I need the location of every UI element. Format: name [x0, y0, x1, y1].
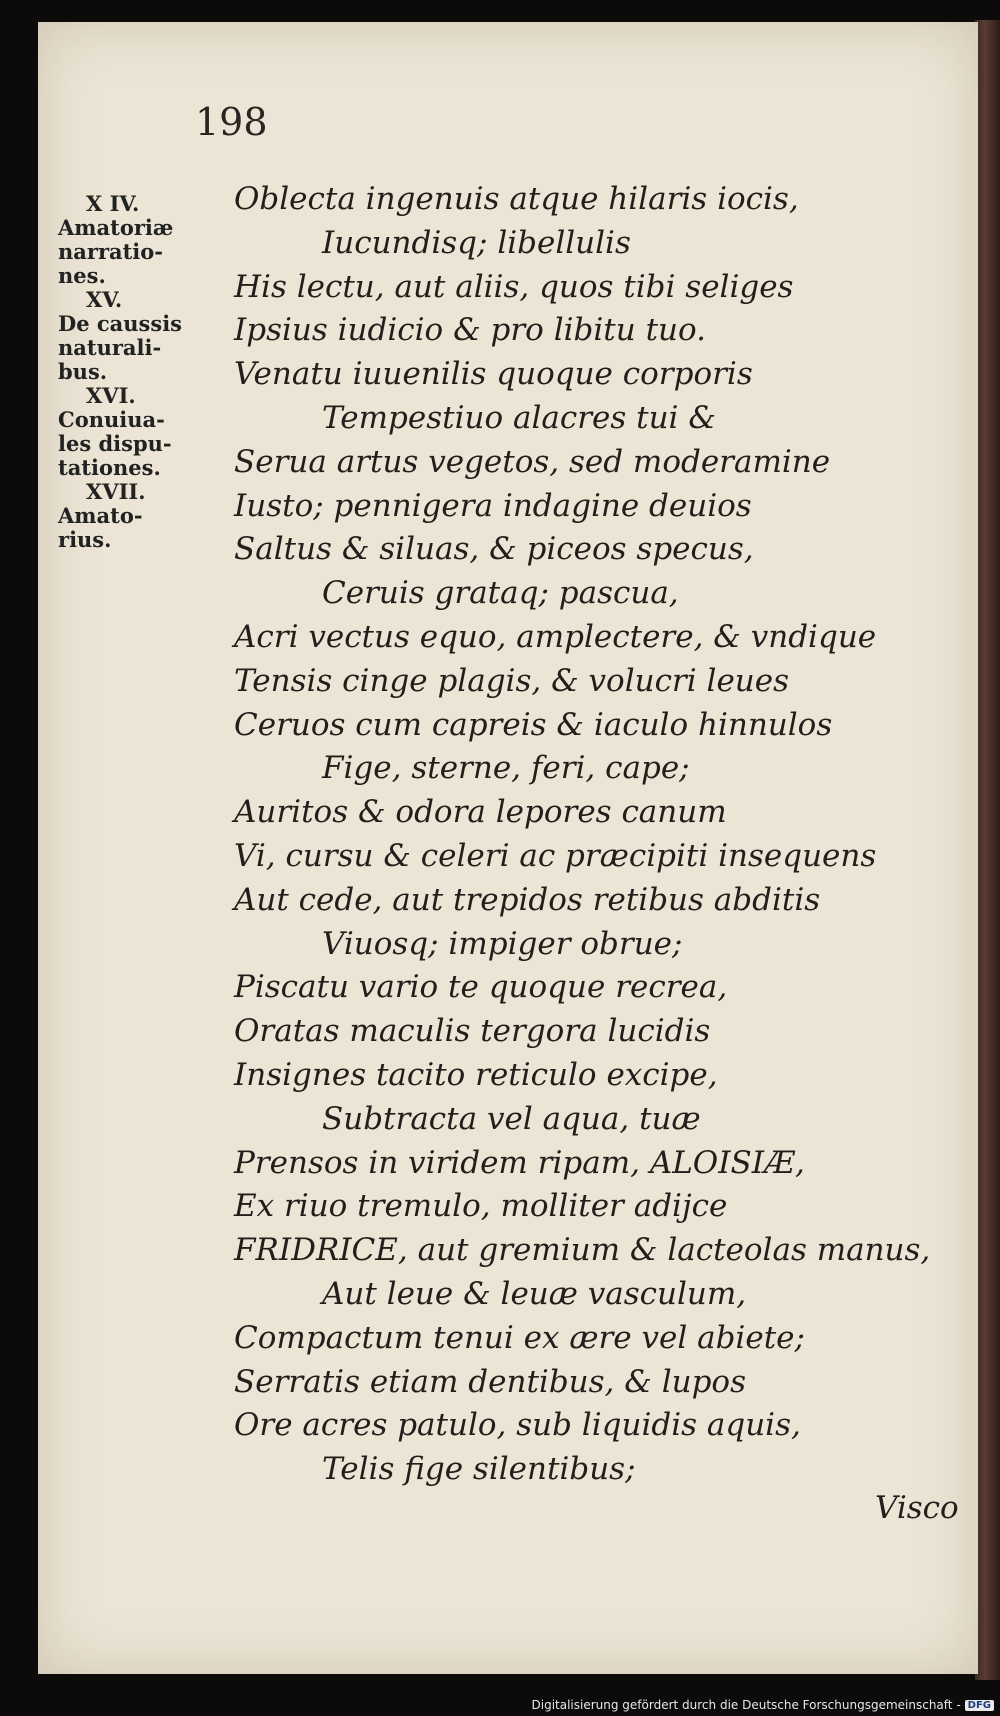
verse-line: Ceruis grataq; pascua, — [322, 575, 679, 612]
verse-line: Tensis cinge plagis, & volucri leues — [234, 662, 790, 699]
book-edge — [975, 20, 1000, 1680]
verse-line: Prensos in viridem ripam, ALOISIÆ, — [234, 1144, 805, 1181]
marginal-note-line: nes. — [58, 263, 106, 288]
marginal-note-line: bus. — [58, 359, 108, 384]
marginal-note-line: narratio- — [58, 239, 164, 264]
verse-line: Ex riuo tremulo, molliter adijce — [234, 1188, 728, 1225]
verse-line: Telis fige silentibus; — [322, 1451, 636, 1488]
verse-line: Fige, sterne, feri, cape; — [322, 750, 690, 787]
verse-line: Ore acres patulo, sub liquidis aquis, — [234, 1407, 801, 1444]
verse-line: Iusto; pennigera indagine deuios — [234, 487, 752, 524]
dfg-logo-icon: DFG — [965, 1700, 994, 1711]
verse-line: Piscatu vario te quoque recrea, — [234, 969, 728, 1006]
marginal-note-line: Amatoriæ — [58, 215, 174, 240]
marginal-note-line: rius. — [58, 527, 112, 552]
verse-line: Compactum tenui ex ære vel abiete; — [234, 1319, 805, 1356]
verse-line: Vi, cursu & celeri ac præcipiti insequens — [234, 837, 877, 874]
verse-line: His lectu, aut aliis, quos tibi seliges — [234, 268, 794, 305]
marginal-note-line: X IV. — [86, 191, 140, 216]
poem-text — [234, 178, 954, 1492]
marginal-note-line: XVII. — [86, 479, 146, 504]
credit-text: Digitalisierung gefördert durch die Deutsche Forschungsgemeinschaft - — [531, 1698, 961, 1712]
marginal-notes — [58, 192, 228, 552]
marginal-note-line: naturali- — [58, 335, 162, 360]
verse-line: Serua artus vegetos, sed moderamine — [234, 443, 831, 480]
verse-line: FRIDRICE, aut gremium & lacteolas manus, — [234, 1232, 931, 1269]
marginal-note-line: XV. — [86, 287, 123, 312]
verse-line: Venatu iuuenilis quoque corporis — [234, 356, 753, 393]
verse-line: Aut cede, aut trepidos retibus abditis — [234, 881, 821, 918]
verse-line: Ceruos cum capreis & iaculo hinnulos — [234, 706, 833, 743]
marginal-note-line: tationes. — [58, 455, 161, 480]
verse-line: Aut leue & leuæ vasculum, — [322, 1275, 747, 1312]
verse-line: Insignes tacito reticulo excipe, — [234, 1056, 718, 1093]
verse-line: Tempestiuo alacres tui & — [322, 399, 716, 436]
catchword: Visco — [875, 1490, 959, 1526]
verse-line: Ipsius iudicio & pro libitu tuo. — [234, 312, 706, 349]
verse-line: Saltus & siluas, & piceos specus, — [234, 531, 754, 568]
marginal-note-line: Amato- — [58, 503, 143, 528]
verse-line: Oratas maculis tergora lucidis — [234, 1013, 711, 1050]
page-number: 198 — [195, 100, 268, 144]
verse-line: Subtracta vel aqua, tuæ — [322, 1100, 701, 1137]
verse-line: Iucundisq; libellulis — [322, 224, 631, 261]
verse-line: Oblecta ingenuis atque hilaris iocis, — [234, 181, 799, 217]
verse-line: Serratis etiam dentibus, & lupos — [234, 1363, 746, 1400]
marginal-note-line: XVI. — [86, 383, 136, 408]
marginal-note-line: les dispu- — [58, 431, 172, 456]
digitization-credit — [532, 1698, 995, 1712]
verse-line: Auritos & odora lepores canum — [234, 794, 727, 831]
marginal-note-line: Conuiua- — [58, 407, 165, 432]
marginal-note-line: De caussis — [58, 311, 182, 336]
verse-line: Viuosq; impiger obrue; — [322, 925, 683, 962]
verse-line: Acri vectus equo, amplectere, & vndique — [234, 618, 877, 655]
